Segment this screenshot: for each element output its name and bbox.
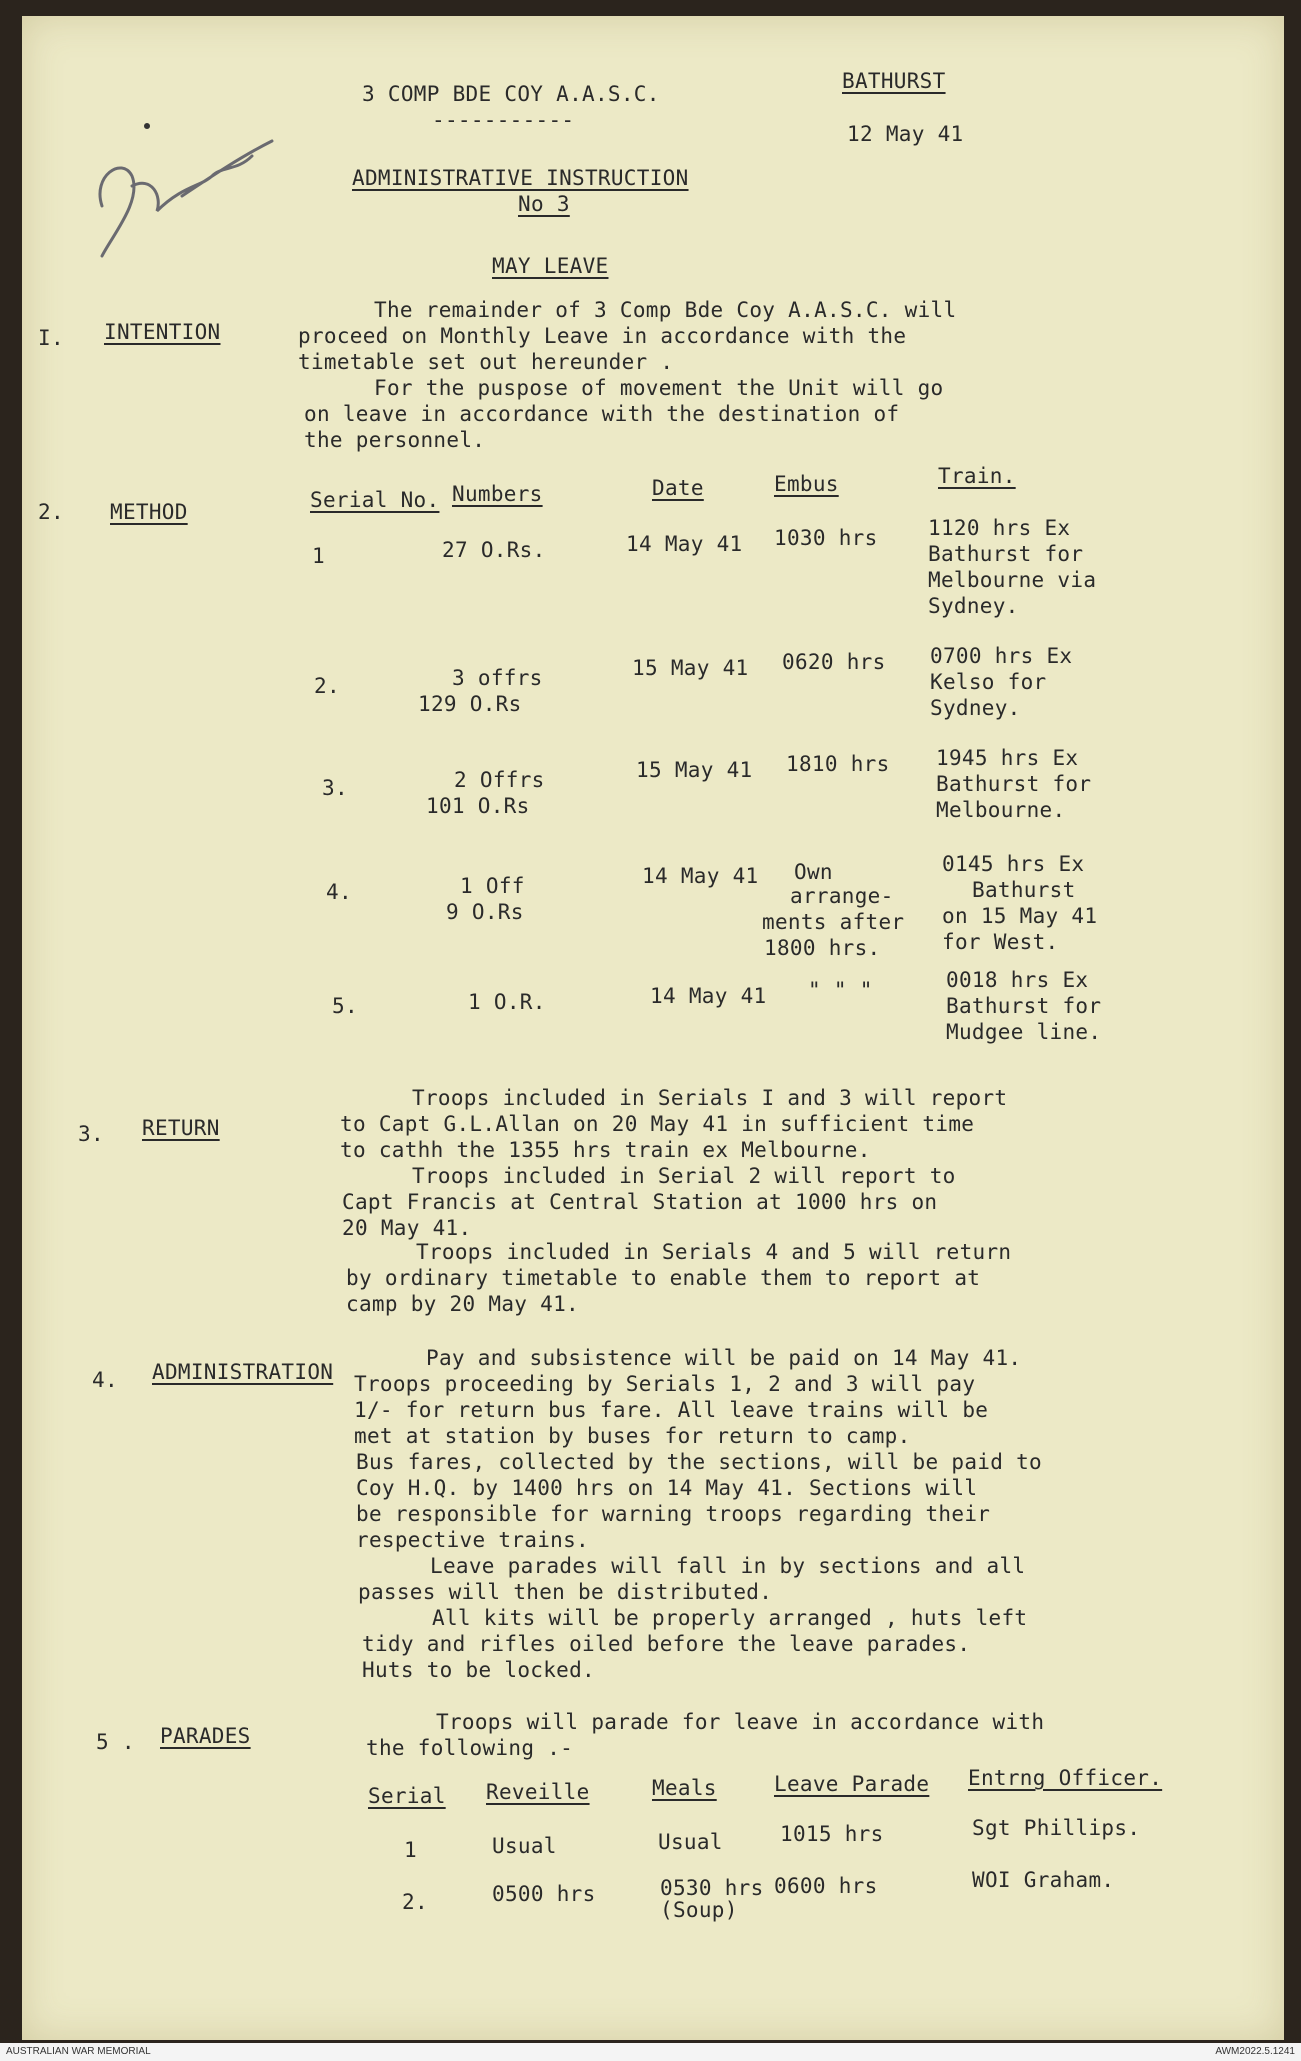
method-row-5-train: 0018 hrs Ex [946, 968, 1089, 992]
parade-row-2-meals: 0530 hrs [660, 1876, 764, 1900]
section-3-line: by ordinary timetable to enable them to report at [346, 1266, 981, 1290]
method-row-3-train: Bathurst for [936, 772, 1092, 796]
method-row-3-serial: 3. [322, 776, 348, 800]
section-4-line: Coy H.Q. by 1400 hrs on 14 May 41. Sections will [356, 1476, 978, 1500]
parade-header-officer: Entrng Officer. [968, 1766, 1163, 1790]
section-4-line: tidy and rifles oiled before the leave parades. [362, 1632, 971, 1656]
method-row-1-train: Sydney. [928, 594, 1019, 618]
section-5-line: the following .- [366, 1736, 574, 1760]
section-4-line: respective trains. [356, 1528, 589, 1552]
method-row-5-date: 14 May 41 [650, 984, 767, 1008]
footer-archive-id: AWM2022.5.1241 [1215, 2046, 1295, 2057]
parade-row-2-reveille: 0500 hrs [492, 1882, 596, 1906]
method-row-1-train: 1120 hrs Ex [928, 516, 1071, 540]
section-4-line: Huts to be locked. [362, 1658, 595, 1682]
method-row-1-serial: 1 [312, 544, 325, 568]
section-1-line: the personnel. [304, 428, 486, 452]
method-row-4-date: 14 May 41 [642, 864, 759, 888]
section-4-line: Bus fares, collected by the sections, will be paid to [356, 1450, 1042, 1474]
method-row-2-embus: 0620 hrs [782, 650, 886, 674]
method-row-3-train: Melbourne. [936, 798, 1066, 822]
footer-archive-name: AUSTRALIAN WAR MEMORIAL [6, 2046, 151, 2057]
method-row-3-numbers: 2 Offrs [454, 768, 545, 792]
method-row-1-train: Melbourne via [928, 568, 1097, 592]
method-header-serial: Serial No. [310, 488, 440, 512]
section-4-line: Pay and subsistence will be paid on 14 May 41. [426, 1346, 1022, 1370]
method-row-3-date: 15 May 41 [636, 758, 753, 782]
section-3-line: 20 May 41. [342, 1216, 472, 1240]
archive-footer [0, 2043, 1301, 2061]
section-3-line: Capt Francis at Central Station at 1000 hrs on [342, 1190, 938, 1214]
method-row-1-date: 14 May 41 [626, 532, 743, 556]
method-row-2-train: Kelso for [930, 670, 1047, 694]
parade-row-2-meals-note: (Soup) [660, 1898, 738, 1922]
method-row-2-numbers: 129 O.Rs [418, 692, 522, 716]
section-1-line: For the puspose of movement the Unit will go [374, 376, 944, 400]
section-1-line: The remainder of 3 Comp Bde Coy A.A.S.C. will [374, 298, 957, 322]
method-header-train: Train. [938, 464, 1016, 488]
method-row-1-embus: 1030 hrs [774, 526, 878, 550]
method-row-4-embus: Own [794, 860, 833, 884]
section-4-line: be responsible for warning troops regarding their [356, 1502, 991, 1526]
method-row-5-train: Mudgee line. [946, 1020, 1102, 1044]
method-row-4-train: on 15 May 41 [942, 904, 1098, 928]
method-row-4-train: 0145 hrs Ex [942, 852, 1085, 876]
method-row-4-train: Bathurst [972, 878, 1076, 902]
section-4-line: Leave parades will fall in by sections and all [430, 1554, 1026, 1578]
parade-header-meals: Meals [652, 1776, 717, 1800]
section-1-line: proceed on Monthly Leave in accordance with the [298, 324, 907, 348]
section-1-line: on leave in accordance with the destination of [304, 402, 900, 426]
method-row-2-train: Sydney. [930, 696, 1021, 720]
section-4-number: 4. [92, 1368, 118, 1392]
document-date: 12 May 41 [847, 122, 964, 146]
method-row-3-numbers: 101 O.Rs [426, 794, 530, 818]
section-3-number: 3. [78, 1122, 104, 1146]
handwritten-signature-icon [62, 116, 292, 266]
section-3-line: to Capt G.L.Allan on 20 May 41 in sufficient time [340, 1112, 975, 1136]
method-row-5-train: Bathurst for [946, 994, 1102, 1018]
parade-row-1-reveille: Usual [492, 1834, 557, 1858]
section-3-line: to cathh the 1355 hrs train ex Melbourne. [340, 1138, 871, 1162]
parade-row-2-serial: 2. [402, 1890, 428, 1914]
method-row-2-serial: 2. [314, 674, 340, 698]
parade-row-1-leave-parade: 1015 hrs [780, 1822, 884, 1846]
method-row-2-date: 15 May 41 [632, 656, 749, 680]
section-4-line: met at station by buses for return to camp. [354, 1424, 911, 1448]
section-1-line: timetable set out hereunder . [298, 350, 674, 374]
section-3-line: Troops included in Serials I and 3 will report [412, 1086, 1008, 1110]
unit-heading: 3 COMP BDE COY A.A.S.C. [362, 82, 660, 106]
instruction-number: No 3 [518, 192, 570, 216]
method-row-5-embus: " " " [808, 978, 873, 1002]
section-1-heading: INTENTION [104, 320, 221, 344]
parade-header-serial: Serial [368, 1784, 446, 1808]
method-row-4-numbers: 9 O.Rs [446, 900, 524, 924]
section-4-line: Troops proceeding by Serials 1, 2 and 3 will pay [354, 1372, 976, 1396]
method-row-5-numbers: 1 O.R. [468, 990, 546, 1014]
method-row-4-embus: arrange- [790, 884, 894, 908]
method-header-embus: Embus [774, 472, 839, 496]
subject-heading: MAY LEAVE [492, 254, 609, 278]
section-2-heading: METHOD [110, 500, 188, 524]
section-2-number: 2. [38, 500, 64, 524]
parade-row-2-leave-parade: 0600 hrs [774, 1874, 878, 1898]
parade-header-reveille: Reveille [486, 1780, 590, 1804]
method-row-2-train: 0700 hrs Ex [930, 644, 1073, 668]
parade-row-1-meals: Usual [658, 1830, 723, 1854]
method-row-4-serial: 4. [326, 880, 352, 904]
method-row-1-train: Bathurst for [928, 542, 1084, 566]
method-row-4-embus: 1800 hrs. [764, 936, 881, 960]
heading-divider: ----------- [432, 108, 575, 132]
method-row-4-numbers: 1 Off [460, 874, 525, 898]
method-row-2-numbers: 3 offrs [452, 666, 543, 690]
section-4-line: 1/- for return bus fare. All leave trains will be [354, 1398, 989, 1422]
section-4-line: passes will then be distributed. [358, 1580, 773, 1604]
section-3-line: Troops included in Serial 2 will report to [412, 1164, 956, 1188]
section-5-line: Troops will parade for leave in accordance with [436, 1710, 1045, 1734]
method-row-1-numbers: 27 O.Rs. [442, 538, 546, 562]
method-row-4-train: for West. [942, 930, 1059, 954]
place: BATHURST [842, 69, 946, 93]
section-4-line: All kits will be properly arranged , huts left [432, 1606, 1028, 1630]
method-row-3-train: 1945 hrs Ex [936, 746, 1079, 770]
method-row-5-serial: 5. [332, 994, 358, 1018]
method-header-date: Date [652, 476, 704, 500]
section-5-heading: PARADES [160, 1724, 251, 1748]
document-title: ADMINISTRATIVE INSTRUCTION [352, 166, 689, 190]
section-3-line: camp by 20 May 41. [346, 1292, 579, 1316]
section-3-line: Troops included in Serials 4 and 5 will return [416, 1240, 1012, 1264]
document-page [22, 16, 1284, 2040]
section-3-heading: RETURN [142, 1116, 220, 1140]
section-1-number: I. [38, 326, 64, 350]
method-row-4-embus: ments after [762, 910, 905, 934]
parade-row-2-officer: WOI Graham. [972, 1868, 1115, 1892]
method-row-3-embus: 1810 hrs [786, 752, 890, 776]
section-4-heading: ADMINISTRATION [152, 1360, 334, 1384]
method-header-numbers: Numbers [452, 482, 543, 506]
parade-row-1-officer: Sgt Phillips. [972, 1816, 1141, 1840]
parade-row-1-serial: 1 [404, 1838, 417, 1862]
parade-header-leave-parade: Leave Parade [774, 1772, 930, 1796]
section-5-number: 5 . [96, 1730, 135, 1754]
